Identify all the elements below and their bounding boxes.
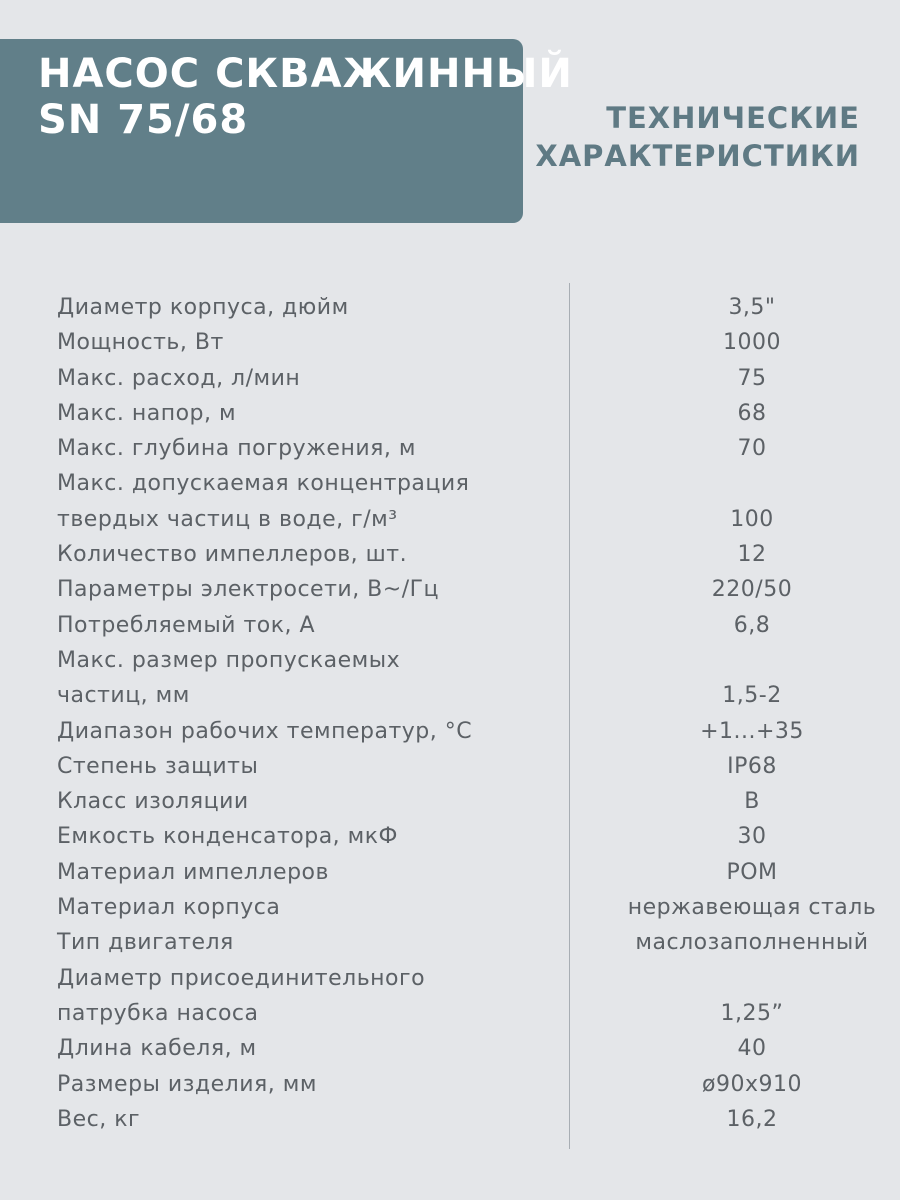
- spec-label: Макс. напор, м: [57, 400, 237, 426]
- spec-value: 3,5": [728, 295, 776, 320]
- spec-value: IP68: [727, 753, 777, 779]
- spec-row: [0, 925, 900, 960]
- spec-row: [0, 466, 900, 537]
- spec-row: [0, 1031, 900, 1066]
- spec-value: 6,8: [733, 612, 771, 638]
- spec-value: маслозаполненный: [635, 930, 869, 956]
- spec-label: Степень защиты: [57, 753, 259, 779]
- spec-label: Вес, кг: [57, 1106, 141, 1132]
- spec-value: B: [744, 789, 760, 815]
- spec-label: Макс. глубина погружения, м: [57, 436, 416, 462]
- spec-row: [0, 325, 900, 360]
- spec-label: Тип двигателя: [57, 930, 234, 956]
- spec-row: [0, 749, 900, 784]
- spec-label: Макс. расход, л/мин: [57, 365, 301, 391]
- spec-value: POM: [726, 859, 778, 885]
- spec-row: [0, 855, 900, 890]
- spec-row: [0, 431, 900, 466]
- spec-row: [0, 643, 900, 714]
- spec-label: Макс. допускаемая концентрация твердых частиц в воде, г/м³: [57, 471, 470, 532]
- spec-value: 40: [737, 1036, 767, 1062]
- spec-label: Длина кабеля, м: [57, 1036, 257, 1062]
- spec-row: [0, 819, 900, 854]
- spec-value: 1000: [723, 330, 781, 356]
- section-heading-line1: ТЕХНИЧЕСКИЕ: [606, 101, 860, 135]
- spec-row: [0, 890, 900, 925]
- spec-row: [0, 537, 900, 572]
- spec-row: [0, 714, 900, 749]
- product-title-line1: НАСОС СКВАЖИННЫЙ: [38, 51, 573, 97]
- spec-value: 68: [737, 400, 767, 426]
- spec-label: Диапазон рабочих температур, °С: [57, 718, 473, 744]
- spec-table: [0, 290, 900, 1137]
- spec-row: [0, 1067, 900, 1102]
- spec-label: Мощность, Вт: [57, 330, 224, 356]
- spec-value: 16,2: [726, 1106, 778, 1132]
- spec-value: 70: [737, 436, 767, 462]
- spec-label: Макс. размер пропускаемых частиц, мм: [57, 647, 401, 709]
- spec-row: [0, 608, 900, 643]
- spec-row: [0, 396, 900, 431]
- spec-label: Параметры электросети, В~/Гц: [57, 577, 440, 603]
- spec-label: Емкость конденсатора, мкФ: [57, 824, 398, 850]
- product-title-line2: SN 75/68: [38, 97, 249, 143]
- spec-row: [0, 361, 900, 396]
- spec-value: ø90x910: [702, 1071, 802, 1097]
- spec-label: Размеры изделия, мм: [57, 1071, 317, 1097]
- spec-label: Материал импеллеров: [57, 859, 329, 885]
- spec-row: [0, 572, 900, 607]
- spec-value: нержавеющая сталь: [627, 895, 877, 921]
- spec-label: Класс изоляции: [57, 789, 249, 815]
- spec-value: +1...+35: [700, 718, 804, 744]
- spec-label: Количество импеллеров, шт.: [57, 542, 408, 568]
- spec-value: 75: [737, 365, 767, 391]
- section-heading-line2: ХАРАКТЕРИСТИКИ: [535, 139, 860, 173]
- spec-value: 1,25”: [720, 1000, 784, 1026]
- spec-label: Диаметр корпуса, дюйм: [57, 295, 349, 320]
- spec-label: Диаметр присоединительного патрубка насоса: [57, 965, 426, 1026]
- spec-row: [0, 290, 900, 325]
- spec-value: 220/50: [711, 577, 793, 603]
- spec-row: [0, 1102, 900, 1137]
- spec-value: 100: [730, 506, 774, 532]
- spec-label: Материал корпуса: [57, 895, 281, 921]
- spec-value: 30: [737, 824, 767, 850]
- spec-row: [0, 784, 900, 819]
- spec-value: 1,5-2: [722, 683, 782, 709]
- spec-value: 12: [737, 542, 767, 568]
- spec-row: [0, 961, 900, 1032]
- spec-label: Потребляемый ток, А: [57, 612, 316, 638]
